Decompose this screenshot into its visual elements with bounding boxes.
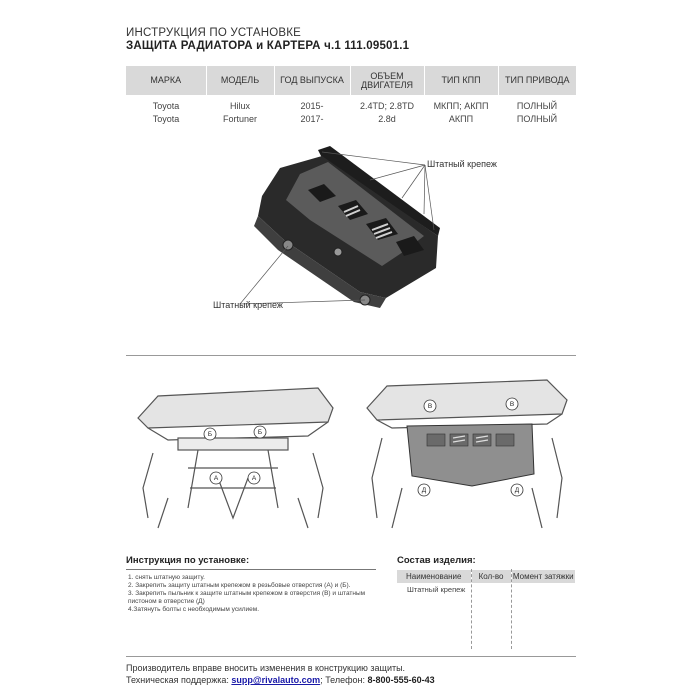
list-item: 3. Закрепить пыльник к защите штатным крепежом в отверстия (В) и штатным	[128, 590, 366, 597]
col-model: МОДЕЛЬ	[206, 66, 274, 95]
installed-plate-illustration	[362, 378, 577, 538]
list-item: 4.Затянуть болты с необходимым усилием.	[128, 606, 260, 613]
mount-label-d-left: Д	[421, 487, 427, 494]
installation-rule	[126, 569, 376, 570]
cell-make: Toyota	[152, 100, 180, 111]
list-item: 2. Закрепить защиту штатным крепежом в резьбовые отверстия (А) и (Б).	[128, 582, 351, 589]
col-year: ГОД ВЫПУСКА	[274, 66, 350, 95]
col-qty: Кол-во	[471, 570, 511, 583]
installation-heading: Инструкция по установке:	[126, 555, 250, 566]
frame-mount-points-illustration	[128, 378, 343, 538]
cell-year: 2015-	[300, 100, 324, 111]
callout-standard-fasteners-top: Штатный крепеж	[427, 159, 497, 169]
col-drive: ТИП ПРИВОДА	[498, 66, 576, 95]
section-divider	[126, 355, 576, 356]
cell-drive: ПОЛНЫЙ	[516, 113, 558, 124]
footer-note: Производитель вправе вносить изменения в конструкцию защиты.	[126, 663, 406, 673]
list-item: пистоном в отверстие (Д)	[128, 598, 205, 605]
cell-make: Toyota	[152, 113, 180, 124]
phone-label: ; Телефон:	[320, 675, 366, 685]
list-item: 1. снять штатную защиту.	[128, 574, 205, 581]
page-subtitle: ЗАЩИТА РАДИАТОРА и КАРТЕРА ч.1 111.09501.1	[126, 40, 410, 52]
mount-label-v-left: В	[427, 403, 433, 410]
col-engine: ОБЪЕМ ДВИГАТЕЛЯ	[350, 66, 424, 95]
kit-column-line	[471, 569, 472, 649]
table-row	[126, 95, 576, 112]
cell-engine: 2.8d	[378, 113, 396, 124]
table-row	[126, 112, 576, 125]
col-gearbox: ТИП КПП	[424, 66, 498, 95]
col-make: МАРКА	[126, 66, 206, 95]
footer-support	[126, 675, 435, 685]
spec-table	[126, 66, 576, 125]
support-email-link[interactable]: supp@rivalauto.com	[231, 675, 321, 685]
cell-gearbox: МКПП; АКПП	[433, 100, 489, 111]
cell-gearbox: АКПП	[448, 113, 474, 124]
page-title: ИНСТРУКЦИЯ ПО УСТАНОВКЕ	[126, 27, 302, 39]
mount-label-d-right: Д	[514, 487, 520, 494]
cell-model: Hilux	[229, 100, 250, 111]
kit-heading: Состав изделия:	[397, 555, 476, 566]
col-torque: Момент затяжки	[512, 572, 574, 581]
cell-drive: ПОЛНЫЙ	[516, 100, 558, 111]
support-label: Техническая поддержка:	[126, 675, 229, 685]
kit-column-line	[511, 569, 512, 649]
spec-table-header	[126, 66, 576, 95]
callout-standard-fasteners-bottom: Штатный крепеж	[213, 300, 283, 310]
cell-name: Штатный крепеж	[407, 585, 466, 594]
cell-engine: 2.4TD; 2.8TD	[359, 100, 415, 111]
mount-label-v-right: В	[509, 401, 515, 408]
cell-year: 2017-	[300, 113, 324, 124]
mount-label-b-left: Б	[207, 431, 213, 438]
kit-table-grid	[397, 569, 575, 649]
mount-label-a-left: А	[213, 475, 219, 482]
cell-model: Fortuner	[222, 113, 257, 124]
support-phone: 8-800-555-60-43	[367, 675, 435, 685]
installation-instructions	[126, 555, 376, 614]
mount-label-a-right: А	[251, 475, 257, 482]
installation-steps	[126, 574, 376, 614]
mount-label-b-right: Б	[257, 429, 263, 436]
footer-divider	[126, 656, 576, 657]
col-name: Наименование	[397, 570, 471, 583]
